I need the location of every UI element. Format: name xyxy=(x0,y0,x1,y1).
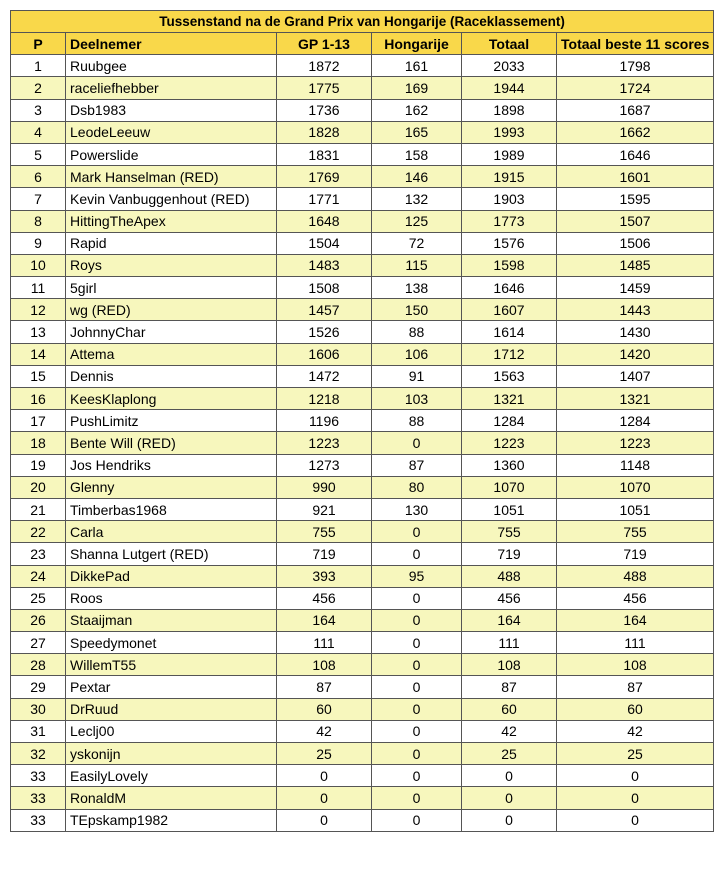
cell-position: 22 xyxy=(11,521,66,543)
cell-hongarije: 72 xyxy=(372,232,462,254)
cell-gp-1-13: 1648 xyxy=(277,210,372,232)
cell-hongarije: 0 xyxy=(372,587,462,609)
cell-hongarije: 0 xyxy=(372,809,462,831)
cell-totaal: 164 xyxy=(462,609,557,631)
cell-totaal: 60 xyxy=(462,698,557,720)
cell-hongarije: 0 xyxy=(372,787,462,809)
cell-best-11: 1443 xyxy=(557,299,714,321)
table-row xyxy=(11,809,714,831)
cell-hongarije: 0 xyxy=(372,521,462,543)
cell-hongarije: 88 xyxy=(372,321,462,343)
cell-position: 17 xyxy=(11,410,66,432)
cell-position: 33 xyxy=(11,809,66,831)
cell-totaal: 1321 xyxy=(462,388,557,410)
cell-participant: Pextar xyxy=(66,676,277,698)
cell-participant: Bente Will (RED) xyxy=(66,432,277,454)
cell-best-11: 456 xyxy=(557,587,714,609)
cell-participant: Leclj00 xyxy=(66,720,277,742)
cell-best-11: 1407 xyxy=(557,365,714,387)
cell-position: 29 xyxy=(11,676,66,698)
cell-gp-1-13: 1223 xyxy=(277,432,372,454)
cell-best-11: 1506 xyxy=(557,232,714,254)
cell-best-11: 1687 xyxy=(557,99,714,121)
cell-gp-1-13: 0 xyxy=(277,809,372,831)
table-row xyxy=(11,454,714,476)
cell-totaal: 1773 xyxy=(462,210,557,232)
cell-best-11: 108 xyxy=(557,654,714,676)
cell-totaal: 25 xyxy=(462,743,557,765)
table-row xyxy=(11,498,714,520)
cell-participant: RonaldM xyxy=(66,787,277,809)
cell-totaal: 1646 xyxy=(462,277,557,299)
table-title: Tussenstand na de Grand Prix van Hongarije (Raceklassement) xyxy=(11,11,714,33)
cell-position: 33 xyxy=(11,787,66,809)
cell-participant: raceliefhebber xyxy=(66,77,277,99)
cell-best-11: 111 xyxy=(557,632,714,654)
table-row xyxy=(11,609,714,631)
cell-participant: yskonijn xyxy=(66,743,277,765)
cell-participant: DrRuud xyxy=(66,698,277,720)
cell-best-11: 1724 xyxy=(557,77,714,99)
cell-position: 19 xyxy=(11,454,66,476)
cell-position: 33 xyxy=(11,765,66,787)
cell-gp-1-13: 1872 xyxy=(277,55,372,77)
cell-position: 26 xyxy=(11,609,66,631)
cell-best-11: 1070 xyxy=(557,476,714,498)
cell-totaal: 1993 xyxy=(462,121,557,143)
cell-totaal: 42 xyxy=(462,720,557,742)
table-row xyxy=(11,55,714,77)
cell-hongarije: 125 xyxy=(372,210,462,232)
cell-hongarije: 138 xyxy=(372,277,462,299)
cell-participant: TEpskamp1982 xyxy=(66,809,277,831)
cell-position: 13 xyxy=(11,321,66,343)
cell-totaal: 1903 xyxy=(462,188,557,210)
table-row xyxy=(11,410,714,432)
cell-position: 23 xyxy=(11,543,66,565)
cell-best-11: 1507 xyxy=(557,210,714,232)
table-row xyxy=(11,521,714,543)
cell-position: 15 xyxy=(11,365,66,387)
cell-hongarije: 165 xyxy=(372,121,462,143)
cell-participant: Kevin Vanbuggenhout (RED) xyxy=(66,188,277,210)
table-row xyxy=(11,166,714,188)
table-row xyxy=(11,654,714,676)
cell-hongarije: 88 xyxy=(372,410,462,432)
cell-best-11: 1284 xyxy=(557,410,714,432)
cell-best-11: 719 xyxy=(557,543,714,565)
cell-hongarije: 0 xyxy=(372,543,462,565)
cell-gp-1-13: 990 xyxy=(277,476,372,498)
cell-totaal: 0 xyxy=(462,809,557,831)
table-row xyxy=(11,388,714,410)
table-row xyxy=(11,676,714,698)
cell-best-11: 42 xyxy=(557,720,714,742)
cell-best-11: 0 xyxy=(557,809,714,831)
cell-participant: Dsb1983 xyxy=(66,99,277,121)
standings-container xyxy=(10,10,713,832)
standings-body xyxy=(11,55,714,832)
cell-gp-1-13: 164 xyxy=(277,609,372,631)
cell-participant: Staaijman xyxy=(66,609,277,631)
table-row xyxy=(11,321,714,343)
cell-hongarije: 0 xyxy=(372,609,462,631)
cell-position: 6 xyxy=(11,166,66,188)
table-row xyxy=(11,210,714,232)
cell-gp-1-13: 1775 xyxy=(277,77,372,99)
cell-gp-1-13: 1273 xyxy=(277,454,372,476)
header-best-11: Totaal beste 11 scores xyxy=(557,33,714,55)
cell-hongarije: 162 xyxy=(372,99,462,121)
cell-hongarije: 115 xyxy=(372,254,462,276)
cell-participant: Ruubgee xyxy=(66,55,277,77)
cell-gp-1-13: 1606 xyxy=(277,343,372,365)
title-row xyxy=(11,11,714,33)
cell-gp-1-13: 921 xyxy=(277,498,372,520)
header-row xyxy=(11,33,714,55)
cell-totaal: 488 xyxy=(462,565,557,587)
cell-position: 30 xyxy=(11,698,66,720)
cell-participant: DikkePad xyxy=(66,565,277,587)
table-row xyxy=(11,698,714,720)
cell-gp-1-13: 1457 xyxy=(277,299,372,321)
cell-hongarije: 0 xyxy=(372,743,462,765)
cell-participant: Roos xyxy=(66,587,277,609)
cell-position: 27 xyxy=(11,632,66,654)
cell-best-11: 164 xyxy=(557,609,714,631)
cell-best-11: 755 xyxy=(557,521,714,543)
cell-gp-1-13: 111 xyxy=(277,632,372,654)
cell-gp-1-13: 108 xyxy=(277,654,372,676)
table-row xyxy=(11,188,714,210)
cell-totaal: 1223 xyxy=(462,432,557,454)
cell-hongarije: 0 xyxy=(372,765,462,787)
cell-totaal: 1898 xyxy=(462,99,557,121)
cell-gp-1-13: 1769 xyxy=(277,166,372,188)
cell-gp-1-13: 1218 xyxy=(277,388,372,410)
cell-participant: Timberbas1968 xyxy=(66,498,277,520)
cell-position: 20 xyxy=(11,476,66,498)
table-row xyxy=(11,143,714,165)
cell-best-11: 1485 xyxy=(557,254,714,276)
table-row xyxy=(11,787,714,809)
header-gp-1-13: GP 1-13 xyxy=(277,33,372,55)
cell-gp-1-13: 456 xyxy=(277,587,372,609)
cell-participant: Attema xyxy=(66,343,277,365)
cell-best-11: 488 xyxy=(557,565,714,587)
table-row xyxy=(11,765,714,787)
cell-hongarije: 0 xyxy=(372,676,462,698)
cell-position: 21 xyxy=(11,498,66,520)
table-row xyxy=(11,343,714,365)
cell-totaal: 1051 xyxy=(462,498,557,520)
table-row xyxy=(11,121,714,143)
cell-participant: PushLimitz xyxy=(66,410,277,432)
table-row xyxy=(11,720,714,742)
cell-best-11: 1148 xyxy=(557,454,714,476)
cell-participant: Glenny xyxy=(66,476,277,498)
cell-gp-1-13: 0 xyxy=(277,765,372,787)
cell-position: 1 xyxy=(11,55,66,77)
cell-position: 2 xyxy=(11,77,66,99)
cell-best-11: 25 xyxy=(557,743,714,765)
cell-position: 3 xyxy=(11,99,66,121)
cell-participant: Speedymonet xyxy=(66,632,277,654)
cell-totaal: 1598 xyxy=(462,254,557,276)
standings-table xyxy=(10,10,714,832)
cell-best-11: 1430 xyxy=(557,321,714,343)
cell-gp-1-13: 1483 xyxy=(277,254,372,276)
cell-totaal: 1360 xyxy=(462,454,557,476)
cell-position: 7 xyxy=(11,188,66,210)
header-participant: Deelnemer xyxy=(66,33,277,55)
cell-position: 24 xyxy=(11,565,66,587)
cell-best-11: 1646 xyxy=(557,143,714,165)
table-row xyxy=(11,543,714,565)
cell-participant: Rapid xyxy=(66,232,277,254)
cell-participant: HittingTheApex xyxy=(66,210,277,232)
cell-hongarije: 0 xyxy=(372,632,462,654)
cell-totaal: 0 xyxy=(462,787,557,809)
cell-gp-1-13: 1526 xyxy=(277,321,372,343)
table-row xyxy=(11,587,714,609)
cell-participant: JohnnyChar xyxy=(66,321,277,343)
cell-position: 16 xyxy=(11,388,66,410)
cell-participant: 5girl xyxy=(66,277,277,299)
table-row xyxy=(11,432,714,454)
table-row xyxy=(11,99,714,121)
cell-totaal: 755 xyxy=(462,521,557,543)
cell-totaal: 111 xyxy=(462,632,557,654)
cell-participant: Dennis xyxy=(66,365,277,387)
cell-participant: Roys xyxy=(66,254,277,276)
cell-participant: LeodeLeeuw xyxy=(66,121,277,143)
cell-totaal: 108 xyxy=(462,654,557,676)
cell-totaal: 456 xyxy=(462,587,557,609)
cell-position: 31 xyxy=(11,720,66,742)
header-hongarije: Hongarije xyxy=(372,33,462,55)
cell-totaal: 1576 xyxy=(462,232,557,254)
cell-best-11: 0 xyxy=(557,765,714,787)
table-row xyxy=(11,77,714,99)
cell-position: 4 xyxy=(11,121,66,143)
cell-position: 12 xyxy=(11,299,66,321)
cell-position: 11 xyxy=(11,277,66,299)
table-row xyxy=(11,277,714,299)
cell-position: 32 xyxy=(11,743,66,765)
cell-participant: Carla xyxy=(66,521,277,543)
cell-best-11: 60 xyxy=(557,698,714,720)
cell-participant: WillemT55 xyxy=(66,654,277,676)
cell-hongarije: 0 xyxy=(372,698,462,720)
cell-position: 5 xyxy=(11,143,66,165)
table-row xyxy=(11,476,714,498)
cell-position: 28 xyxy=(11,654,66,676)
table-row xyxy=(11,254,714,276)
cell-hongarije: 0 xyxy=(372,720,462,742)
cell-totaal: 1915 xyxy=(462,166,557,188)
cell-participant: EasilyLovely xyxy=(66,765,277,787)
table-row xyxy=(11,232,714,254)
cell-totaal: 1614 xyxy=(462,321,557,343)
header-totaal: Totaal xyxy=(462,33,557,55)
cell-totaal: 2033 xyxy=(462,55,557,77)
cell-participant: Powerslide xyxy=(66,143,277,165)
cell-totaal: 0 xyxy=(462,765,557,787)
cell-gp-1-13: 42 xyxy=(277,720,372,742)
cell-gp-1-13: 1508 xyxy=(277,277,372,299)
cell-best-11: 1223 xyxy=(557,432,714,454)
cell-best-11: 1051 xyxy=(557,498,714,520)
cell-best-11: 1595 xyxy=(557,188,714,210)
cell-gp-1-13: 755 xyxy=(277,521,372,543)
cell-gp-1-13: 1828 xyxy=(277,121,372,143)
cell-gp-1-13: 1196 xyxy=(277,410,372,432)
cell-totaal: 87 xyxy=(462,676,557,698)
cell-hongarije: 0 xyxy=(372,654,462,676)
cell-gp-1-13: 1472 xyxy=(277,365,372,387)
cell-gp-1-13: 87 xyxy=(277,676,372,698)
cell-gp-1-13: 393 xyxy=(277,565,372,587)
cell-hongarije: 87 xyxy=(372,454,462,476)
cell-gp-1-13: 1736 xyxy=(277,99,372,121)
cell-participant: Shanna Lutgert (RED) xyxy=(66,543,277,565)
table-row xyxy=(11,743,714,765)
cell-participant: Jos Hendriks xyxy=(66,454,277,476)
table-row xyxy=(11,299,714,321)
cell-hongarije: 106 xyxy=(372,343,462,365)
cell-gp-1-13: 60 xyxy=(277,698,372,720)
cell-gp-1-13: 1831 xyxy=(277,143,372,165)
cell-hongarije: 91 xyxy=(372,365,462,387)
cell-hongarije: 0 xyxy=(372,432,462,454)
cell-position: 25 xyxy=(11,587,66,609)
cell-hongarije: 103 xyxy=(372,388,462,410)
cell-totaal: 719 xyxy=(462,543,557,565)
cell-best-11: 1420 xyxy=(557,343,714,365)
table-row xyxy=(11,565,714,587)
cell-totaal: 1284 xyxy=(462,410,557,432)
cell-gp-1-13: 25 xyxy=(277,743,372,765)
cell-position: 8 xyxy=(11,210,66,232)
cell-totaal: 1607 xyxy=(462,299,557,321)
cell-hongarije: 158 xyxy=(372,143,462,165)
cell-best-11: 1662 xyxy=(557,121,714,143)
cell-participant: KeesKlaplong xyxy=(66,388,277,410)
cell-participant: wg (RED) xyxy=(66,299,277,321)
cell-best-11: 1601 xyxy=(557,166,714,188)
table-row xyxy=(11,365,714,387)
cell-gp-1-13: 1504 xyxy=(277,232,372,254)
cell-best-11: 0 xyxy=(557,787,714,809)
cell-position: 9 xyxy=(11,232,66,254)
cell-gp-1-13: 0 xyxy=(277,787,372,809)
cell-best-11: 87 xyxy=(557,676,714,698)
cell-hongarije: 146 xyxy=(372,166,462,188)
cell-hongarije: 95 xyxy=(372,565,462,587)
cell-hongarije: 132 xyxy=(372,188,462,210)
cell-participant: Mark Hanselman (RED) xyxy=(66,166,277,188)
cell-totaal: 1712 xyxy=(462,343,557,365)
cell-hongarije: 130 xyxy=(372,498,462,520)
cell-totaal: 1070 xyxy=(462,476,557,498)
cell-position: 18 xyxy=(11,432,66,454)
cell-hongarije: 150 xyxy=(372,299,462,321)
cell-hongarije: 80 xyxy=(372,476,462,498)
cell-totaal: 1989 xyxy=(462,143,557,165)
cell-totaal: 1563 xyxy=(462,365,557,387)
table-row xyxy=(11,632,714,654)
cell-gp-1-13: 719 xyxy=(277,543,372,565)
cell-best-11: 1321 xyxy=(557,388,714,410)
header-position: P xyxy=(11,33,66,55)
cell-hongarije: 169 xyxy=(372,77,462,99)
cell-hongarije: 161 xyxy=(372,55,462,77)
cell-totaal: 1944 xyxy=(462,77,557,99)
cell-gp-1-13: 1771 xyxy=(277,188,372,210)
cell-best-11: 1798 xyxy=(557,55,714,77)
cell-best-11: 1459 xyxy=(557,277,714,299)
cell-position: 14 xyxy=(11,343,66,365)
cell-position: 10 xyxy=(11,254,66,276)
